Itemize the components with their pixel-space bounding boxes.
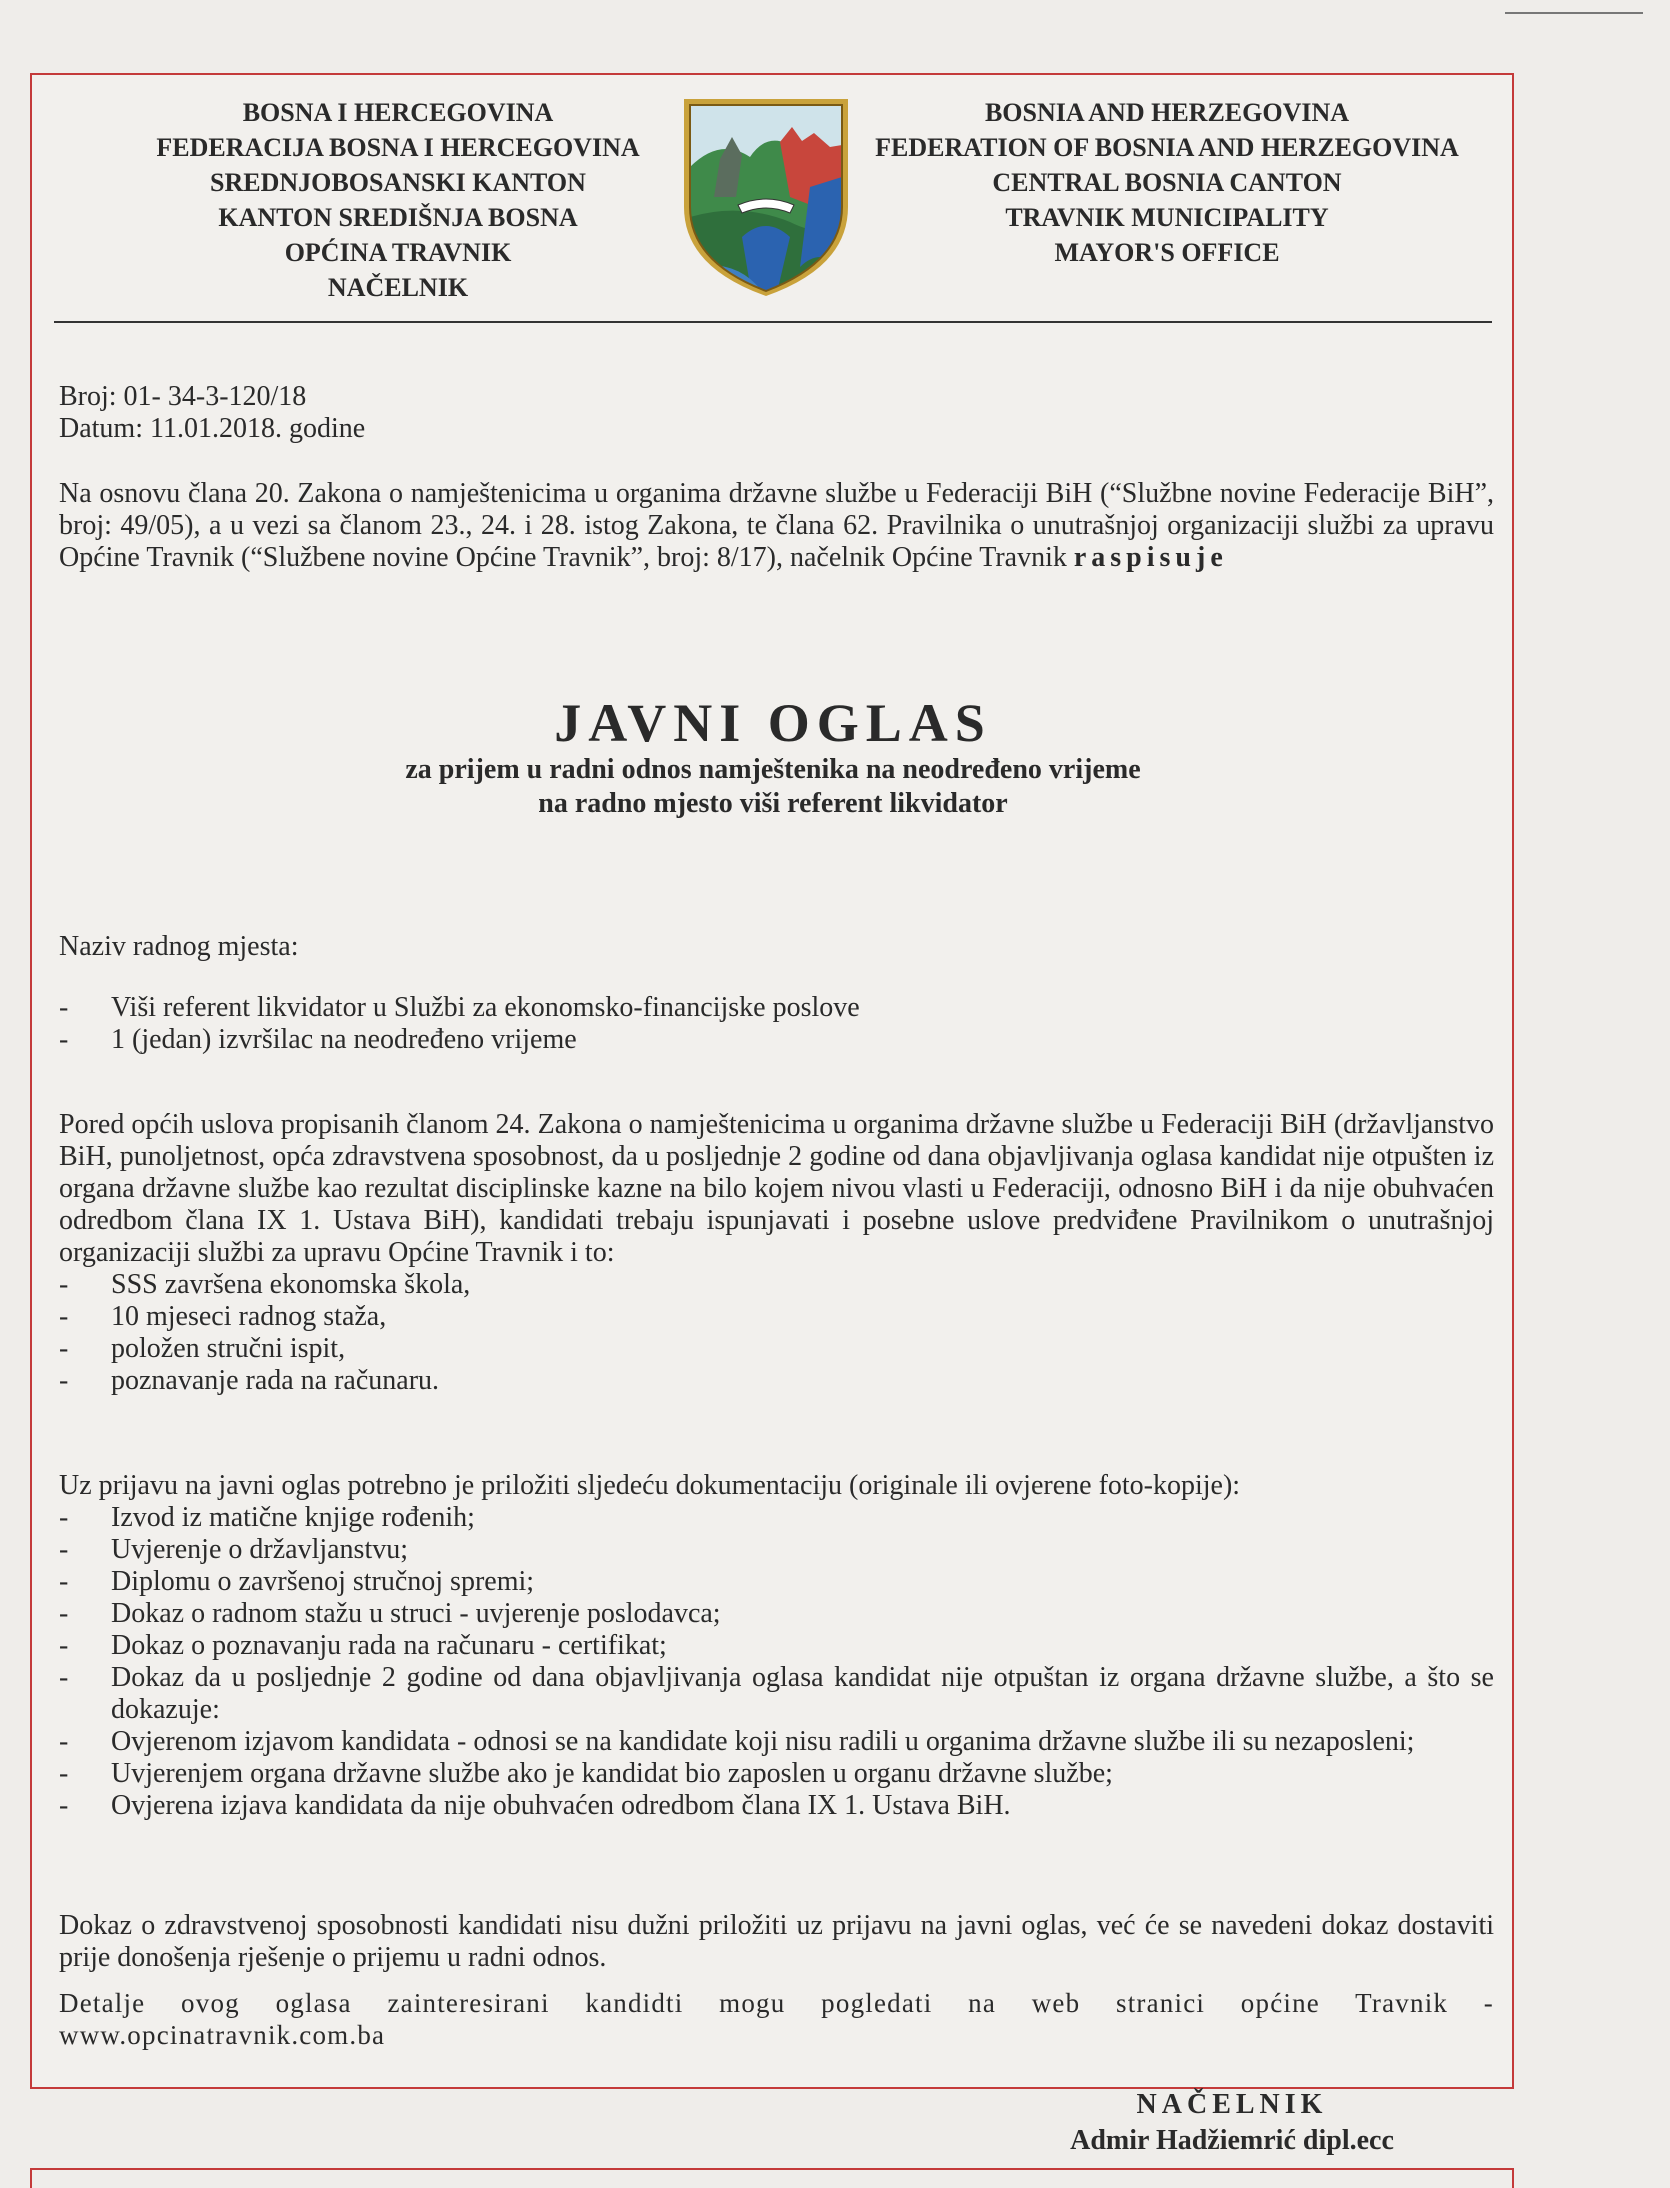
- header-line: NAČELNIK: [327, 273, 469, 302]
- announcement-frame: [30, 73, 1514, 2156]
- list-item: - položen stručni ispit,: [59, 1333, 346, 1364]
- list-item: - Izvod iz matične knjige rođenih;: [59, 1502, 475, 1533]
- next-announcement-frame: [30, 2168, 1514, 2188]
- reference-date: Datum: 11.01.2018. godine: [59, 413, 366, 444]
- header-line: FEDERACIJA BOSNA I HERCEGOVINA: [156, 133, 640, 162]
- list-item: - 10 mjeseci radnog staža,: [59, 1301, 387, 1332]
- list-item: - SSS završena ekonomska škola,: [59, 1269, 471, 1300]
- intro-text: Na osnovu člana 20. Zakona o namještenicima u organima državne službe u Federaciji BiH (“Službne novine Federacije BiH”, broj: 49/05), a u vezi sa članom 23., 24. i 28. istog Zakona, te člana 62. Pravilnika o unutrašnjoj organizaciji službi za upravu Općine Travnik (“Službene novine Općine Travnik”, broj: 8/17), načelnik Općine Travnik: [59, 478, 1494, 573]
- header-line: CENTRAL BOSNIA CANTON: [992, 168, 1342, 197]
- documents-text: Uz prijavu na javni oglas potrebno je priložiti sljedeću dokumentaciju (originale ili ovjerene foto-kopije):: [59, 1470, 1241, 1501]
- list-item: - 1 (jedan) izvršilac na neodređeno vrijeme: [59, 1024, 577, 1055]
- documents-list: [59, 1502, 1494, 1822]
- header-line: BOSNA I HERCEGOVINA: [242, 98, 554, 127]
- header-bosnian: [72, 95, 724, 305]
- list-item: - Viši referent likvidator u Službi za ekonomsko-financijske poslove: [59, 992, 860, 1023]
- list-item: - Dokaz o radnom stažu u struci - uvjerenje poslodavca;: [59, 1598, 721, 1629]
- header-line: MAYOR'S OFFICE: [1054, 238, 1280, 267]
- signature-role: NAČELNIK: [1136, 2089, 1328, 2120]
- list-item: - poznavanje rada na računaru.: [59, 1365, 440, 1396]
- header-english: [840, 95, 1494, 270]
- signature-block: [992, 2087, 1472, 2159]
- header-line: KANTON SREDIŠNJA BOSNA: [218, 203, 578, 232]
- health-note: Dokaz o zdravstvenoj sposobnosti kandidati nisu dužni priložiti uz prijavu na javni oglas, već će se navedeni dokaz dostaviti prije donošenja rješenje o prijemu u radni odnos.: [59, 1910, 1494, 1973]
- web-note: Detalje ovog oglasa zainteresirani kandidti mogu pogledati na web stranici općine Travnik - www.opcinatravnik.com.ba: [59, 1988, 1494, 2050]
- reference-block: [59, 381, 1494, 445]
- position-list: [59, 992, 1494, 1056]
- header-line: TRAVNIK MUNICIPALITY: [1005, 203, 1329, 232]
- list-item: - Diplomu o završenoj stručnoj spremi;: [59, 1566, 535, 1597]
- signature-name: Admir Hadžiemrić dipl.ecc: [1070, 2125, 1394, 2156]
- announcement-title-block: [54, 693, 1492, 821]
- list-item: - Dokaz o poznavanju rada na računaru - certifikat;: [59, 1630, 667, 1661]
- coat-of-arms-icon: [680, 97, 852, 297]
- header-line: BOSNIA AND HERZEGOVINA: [984, 98, 1350, 127]
- header-line: OPĆINA TRAVNIK: [284, 238, 512, 267]
- conditions-list: [59, 1269, 1494, 1397]
- top-rule: [1505, 12, 1643, 14]
- position-heading: Naziv radnog mjesta:: [59, 931, 299, 962]
- intro-emphasis: raspisuje: [1073, 542, 1228, 573]
- conditions-text: Pored općih uslova propisanih članom 24. Zakona o namještenicima u organima državne službe u Federaciji BiH (državljanstvo BiH, punoljetnost, opća zdravstvena sposobnost, da u posljednje 2 godine od dana objavljivanja oglasa kandidat nije otpušten iz organa državne službe kao rezultat disciplinske kazne na bilo kojem nivou vlasti u Federaciji, odnosno BiH i da nije obuhvaćen odredbom člana IX 1. Ustava BiH), kandidati trebaju ispunjavati i posebne uslove predviđene Pravilnikom o unutrašnjoj organizaciji službi za upravu Općine Travnik i to:: [59, 1109, 1494, 1268]
- announcement-subtitle: na radno mjesto viši referent likvidator: [538, 788, 1008, 819]
- reference-number: Broj: 01- 34-3-120/18: [59, 381, 307, 412]
- list-item: - Dokaz da u posljednje 2 godine od dana objavljivanja oglasa kandidat nije otpuštan iz organa državne službe, a što se dokazuje:: [59, 1662, 1494, 1725]
- header-divider: [54, 321, 1492, 323]
- documents-section: [59, 1470, 1494, 1822]
- list-item: - Ovjerenom izjavom kandidata - odnosi se na kandidate koji nisu radili u organima državne službe ili su nezaposleni;: [59, 1726, 1415, 1757]
- header-line: SREDNJOBOSANSKI KANTON: [210, 168, 586, 197]
- intro-paragraph: [59, 478, 1494, 574]
- header-line: FEDERATION OF BOSNIA AND HERZEGOVINA: [875, 133, 1459, 162]
- conditions-section: [59, 1109, 1494, 1397]
- announcement-subtitle: za prijem u radni odnos namještenika na neodređeno vrijeme: [405, 754, 1141, 785]
- list-item: - Ovjerena izjava kandidata da nije obuhvaćen odredbom člana IX 1. Ustava BiH.: [59, 1790, 1011, 1821]
- list-item: - Uvjerenje o državljanstvu;: [59, 1534, 409, 1565]
- list-item: - Uvjerenjem organa državne službe ako je kandidat bio zaposlen u organu državne službe;: [59, 1758, 1113, 1789]
- announcement-title: JAVNI OGLAS: [554, 693, 992, 753]
